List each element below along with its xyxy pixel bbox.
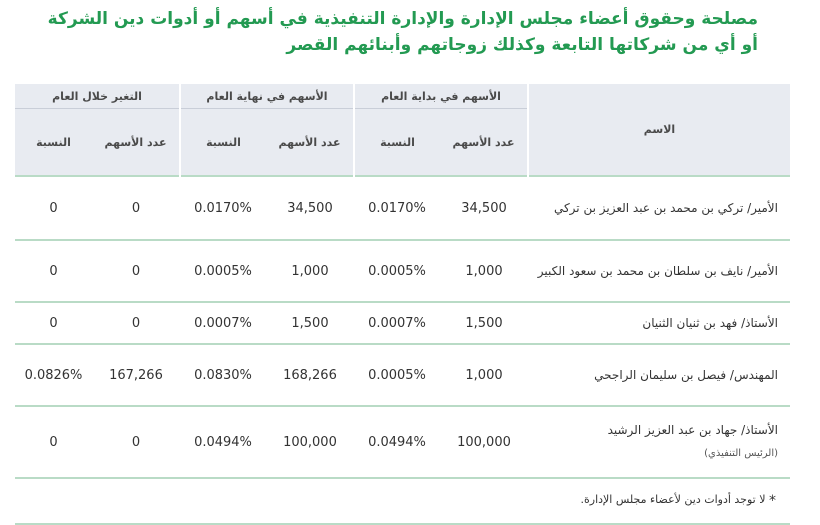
start-shares: 1,500 [440,302,528,344]
start-percent: 0.0494% [354,406,440,478]
change-percent: 0.0826% [15,344,92,406]
change-shares: 167,266 [92,344,180,406]
end-percent: 0.0007% [180,302,266,344]
header-change-percent: النسبة [15,109,92,177]
row-name-text: الأمير/ تركي بن محمد بن عبد العزيز بن تركي [553,201,778,215]
footnote-row [15,478,790,524]
row-name-text: الأمير/ نايف بن سلطان بن محمد بن سعود الكبير [537,264,778,278]
row-name-text: المهندس/ فيصل بن سليمان الراجحي [594,368,778,382]
footnote-star: * [769,493,776,509]
row-name-text: الأستاذ/ فهد بن ثنيان الثنيان [642,316,778,330]
header-change-shares: عدد الأسهم [92,109,180,177]
title-line-2: أو أي من شركاتها التابعة وكذلك زوجاتهم وأبنائهم القصر [286,35,758,55]
row-name [528,344,790,406]
table-row [15,302,790,344]
row-name-text: الأستاذ/ جهاد بن عبد العزيز الرشيد [607,423,778,437]
end-percent: 0.0830% [180,344,266,406]
row-name [528,406,790,478]
row-name [528,302,790,344]
start-shares: 1,000 [440,344,528,406]
table-row [15,176,790,240]
title-line-1: مصلحة وحقوق أعضاء مجلس الإدارة والإدارة التنفيذية في أسهم أو أدوات دين الشركة [47,9,758,29]
end-percent: 0.0170% [180,176,266,240]
header-group-change: التغير خلال العام [15,84,180,109]
end-percent: 0.0494% [180,406,266,478]
end-shares: 34,500 [266,176,354,240]
start-shares: 100,000 [440,406,528,478]
start-shares: 34,500 [440,176,528,240]
change-shares: 0 [92,406,180,478]
start-percent: 0.0170% [354,176,440,240]
start-percent: 0.0007% [354,302,440,344]
header-start-shares: عدد الأسهم [440,109,528,177]
table-row [15,406,790,478]
header-name: الاسم [528,84,790,176]
row-name [528,176,790,240]
change-percent: 0 [15,176,92,240]
start-shares: 1,000 [440,240,528,302]
header-end-shares: عدد الأسهم [266,109,354,177]
change-shares: 0 [92,302,180,344]
page-title [18,6,758,58]
row-name [528,240,790,302]
footnote-text: لا توجد أدوات دين لأعضاء مجلس الإدارة. [580,493,766,506]
change-percent: 0 [15,406,92,478]
footnote [15,478,790,524]
end-shares: 1,000 [266,240,354,302]
end-shares: 1,500 [266,302,354,344]
change-shares: 0 [92,240,180,302]
start-percent: 0.0005% [354,240,440,302]
end-shares: 168,266 [266,344,354,406]
start-percent: 0.0005% [354,344,440,406]
change-percent: 0 [15,240,92,302]
header-end-percent: النسبة [180,109,266,177]
header-group-row [15,84,790,109]
change-percent: 0 [15,302,92,344]
end-percent: 0.0005% [180,240,266,302]
header-group-start: الأسهم في بداية العام [354,84,528,109]
row-subtitle: (الرئيس التنفيذي) [704,448,778,459]
shares-table [15,84,790,525]
end-shares: 100,000 [266,406,354,478]
header-start-percent: النسبة [354,109,440,177]
table-row [15,240,790,302]
table-row [15,344,790,406]
header-group-end: الأسهم في نهاية العام [180,84,354,109]
change-shares: 0 [92,176,180,240]
